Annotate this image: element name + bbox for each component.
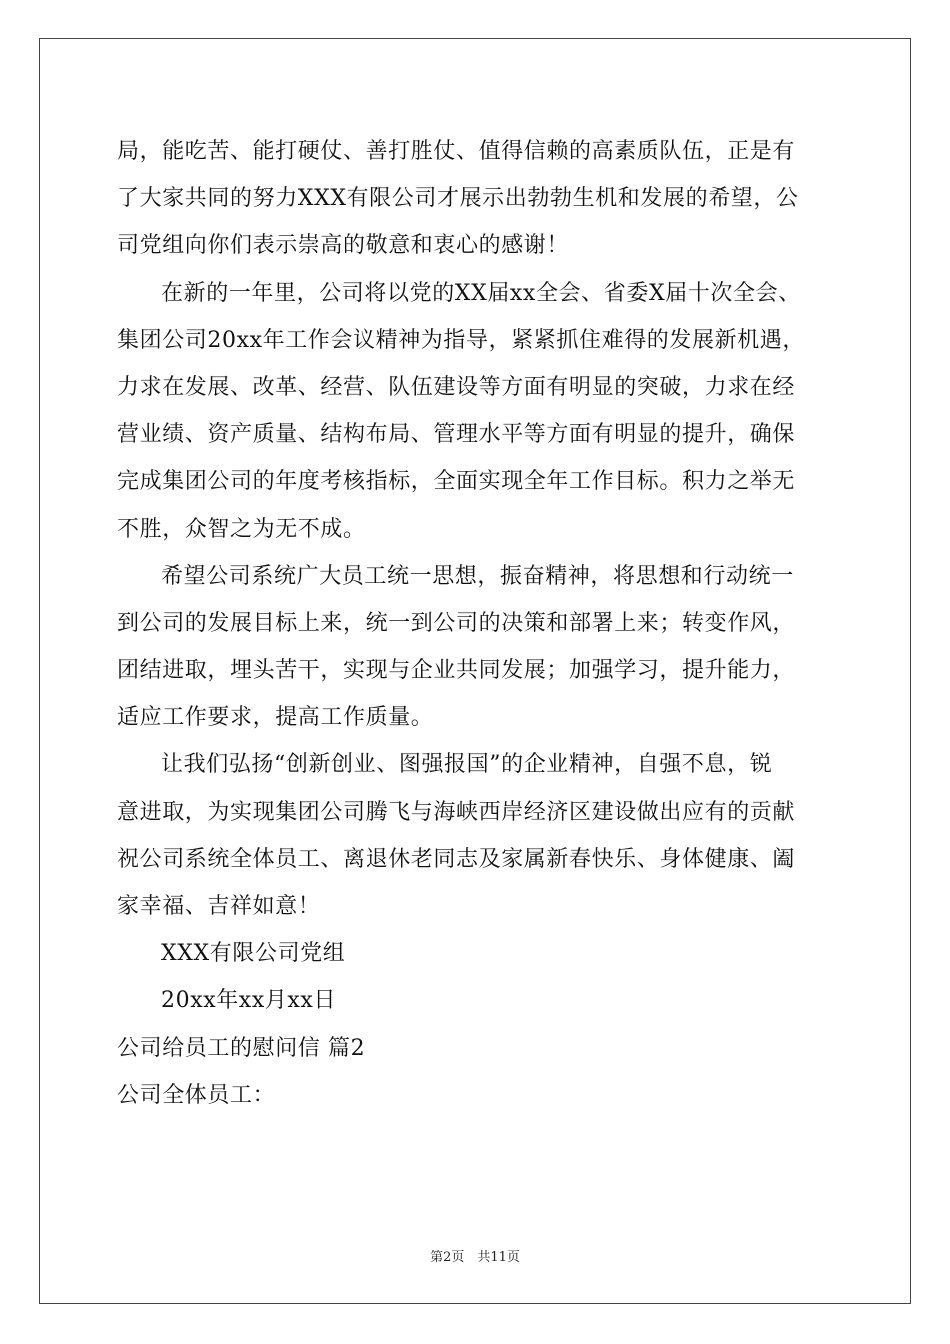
text-line: 在新的一年里，公司将以党的XX届xx全会、省委X届十次全会、 [161,280,801,306]
text-line: 司党组向你们表示崇高的敬意和衷心的感谢！ [117,233,570,259]
text-line: 到公司的发展目标上来，统一到公司的决策和部署上来；转变作风， [117,610,796,636]
text-line: 祝公司系统全体员工、离退休老同志及家属新春快乐、身体健康、阖 [117,846,796,872]
text-line: 营业绩、资产质量、结构布局、管理水平等方面有明显的提升，确保 [117,422,796,448]
text-line: 团结进取，埋头苦干，实现与企业共同发展；加强学习，提升能力， [117,658,796,684]
text-line: 力求在发展、改革、经营、队伍建设等方面有明显的突破，力求在经 [117,374,796,400]
text-line: 意进取，为实现集团公司腾飞与海峡西岸经济区建设做出应有的贡献 [117,799,796,825]
text-line: 完成集团公司的年度考核指标，全面实现全年工作目标。积力之举无 [117,469,796,495]
text-line: 了大家共同的努力XXX有限公司才展示出勃勃生机和发展的希望，公 [117,186,799,212]
text-line: 不胜，众智之为无不成。 [117,516,366,542]
text-line: 集团公司20xx年工作会议精神为指导，紧紧抓住难得的发展新机遇， [117,327,806,353]
text-line: 适应工作要求，提高工作质量。 [117,705,434,731]
page-number: 第2页 共11页 [430,1250,520,1265]
salutation: 公司全体员工： [117,1082,276,1108]
text-line: 让我们弘扬“创新创业、图强报国”的企业精神，自强不息，锐 [161,752,773,778]
document-body [117,128,837,1119]
text-line: 局，能吃苦、能打硬仗、善打胜仗、值得信赖的高素质队伍，正是有 [117,139,796,164]
signature-org: XXX有限公司党组 [161,941,346,967]
section-heading: 公司给员工的慰问信 篇2 [117,1035,366,1061]
text-line: 家幸福、吉祥如意！ [117,894,321,919]
text-line: 希望公司系统广大员工统一思想，振奋精神，将思想和行动统一 [161,563,794,589]
signature-date: 20xx年xx月xx日 [161,988,337,1014]
